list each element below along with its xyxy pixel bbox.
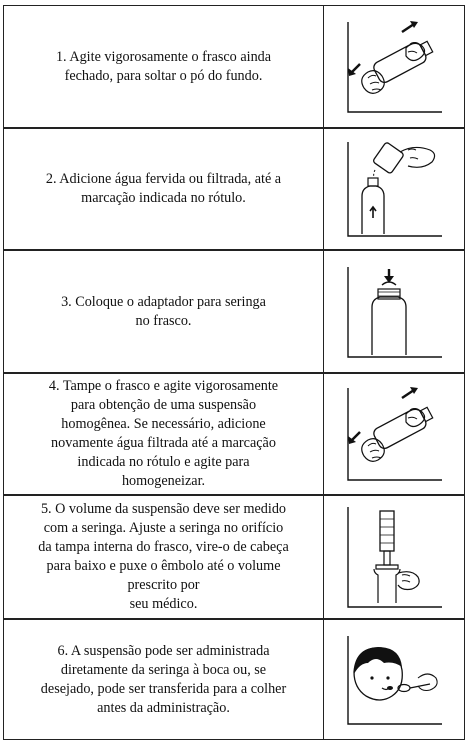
step-5-image-cell [324,496,464,618]
step-1-text-cell [4,6,324,127]
step-5-text-cell [4,496,324,618]
step-1-image-cell [324,6,464,127]
step-1-text: 1. Agite vigorosamente o frasco ainda fechado, para soltar o pó do fundo. [55,48,272,84]
step-6-text: 6. A suspensão pode ser administrada diretamente da seringa à boca ou, se desejado, pode ser transferida para a colher antes da administração. [40,642,287,716]
instruction-row-4 [3,373,465,495]
step-4-text-cell [4,374,324,494]
instruction-row-5 [3,495,465,619]
step-3-text: 3. Coloque o adaptador para seringa no frasco. [61,293,266,329]
step-3-image-cell [324,251,464,372]
shake-bottle-icon [344,18,444,116]
syringe-measure-icon [344,503,444,611]
instruction-row-2 [3,128,465,250]
instruction-row-1 [3,5,465,128]
step-3-text-cell [4,251,324,372]
syringe-adapter-icon [344,263,444,361]
step-2-image-cell [324,129,464,249]
instruction-row-6 [3,619,465,740]
step-6-image-cell [324,620,464,739]
step-2-text: 2. Adicione água fervida ou filtrada, até a marcação indicada no rótulo. [45,171,282,206]
step-5-text: 5. O volume da suspensão deve ser medido com a seringa. Ajuste a seringa no orifício da tampa interna do frasco, vire-o de cabeça para baixo e puxe o êmbolo até o volume prescrito por seu médico. [38,501,289,612]
instruction-row-3 [3,250,465,373]
step-4-image-cell [324,374,464,494]
child-spoon-icon [344,632,444,728]
shake-bottle-icon [344,384,444,484]
pour-water-icon [344,138,444,240]
step-4-text: 4. Tampe o frasco e agite vigorosamente para obtenção de uma suspensão homogênea. Se necessário, adicione novamente água filtrada até a marcação indicada no rótulo e agite para homogeneizar. [48,378,279,489]
step-2-text-cell [4,129,324,249]
step-6-text-cell [4,620,324,739]
